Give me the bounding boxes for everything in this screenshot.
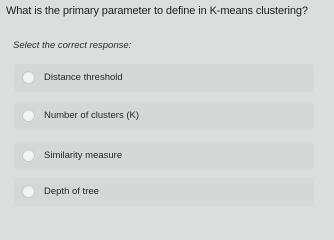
radio-button[interactable] [22, 149, 35, 162]
option-label: Depth of tree [44, 186, 99, 197]
option-label: Number of clusters (K) [44, 110, 140, 121]
option-label: Similarity measure [44, 150, 123, 161]
answer-option-similarity-measure[interactable] [14, 142, 314, 170]
radio-button[interactable] [22, 185, 35, 198]
option-label: Distance threshold [44, 72, 123, 83]
radio-button[interactable] [22, 109, 35, 122]
answer-option-distance-threshold[interactable] [14, 64, 314, 92]
answer-option-number-of-clusters[interactable] [14, 102, 314, 130]
response-prompt: Select the correct response: [13, 40, 132, 51]
question-text: What is the primary parameter to define in K-means clustering? [6, 5, 308, 17]
radio-button[interactable] [22, 71, 35, 84]
answer-option-depth-of-tree[interactable] [14, 178, 314, 206]
